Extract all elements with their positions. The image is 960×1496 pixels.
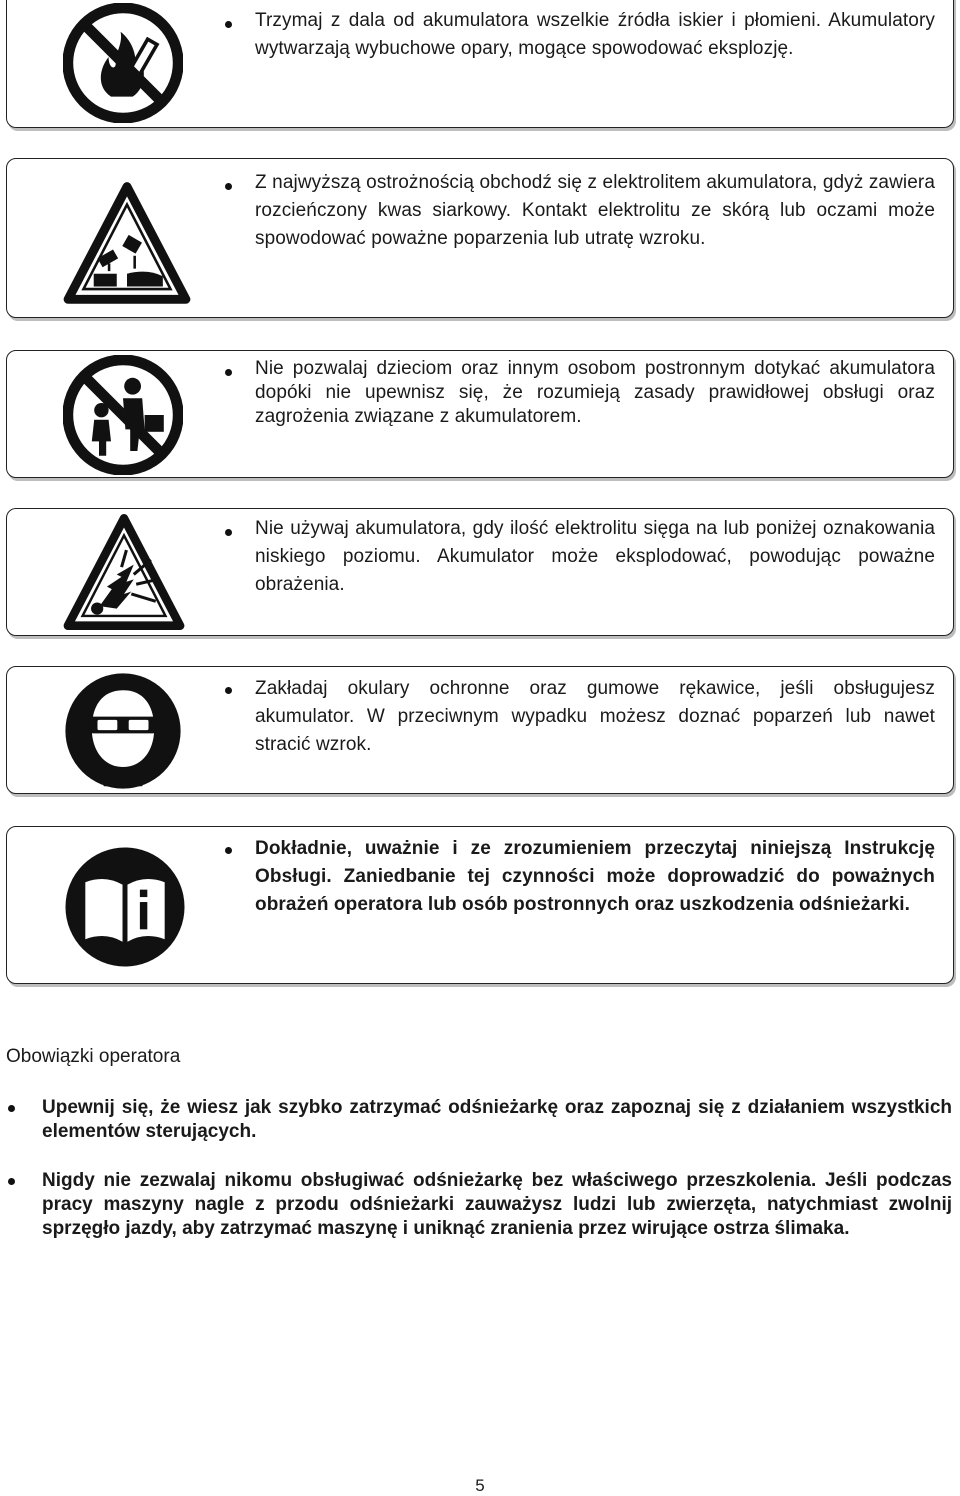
warning-text: Dokładnie, uważnie i ze zrozumieniem przeczytaj niniejszą Instrukcję Obsługi. Zaniedbanie tej czynności może doprowadzić do poważnych obrażeń operatora lub osób postronnych oraz uszkodzenia odśnieżarki. [255,838,935,915]
explosion-hazard-icon [63,511,185,633]
duty-item: Upewnij się, że wiesz jak szybko zatrzymać odśnieżarkę oraz zapoznaj się z działaniem wszystkich elementów sterujących. [42,1097,952,1142]
read-manual-icon [63,845,187,969]
list-bullet [225,21,232,28]
warning-box-children [6,350,954,478]
section-title: Obowiązki operatora [6,1046,181,1067]
warning-text: Z najwyższą ostrożnością obchodź się z elektrolitem akumulatora, gdyż zawiera rozcieńczony kwas siarkowy. Kontakt elektrolitu ze skórą lub oczami może spowodować poważne poparzenia lub utratę wzroku. [255,172,935,249]
list-bullet [225,529,232,536]
no-children-icon [63,355,183,475]
warning-box-protection [6,666,954,794]
warning-box-sparks [6,0,954,128]
list-bullet [225,369,232,376]
warning-text: Nie pozwalaj dzieciom oraz innym osobom postronnym dotykać akumulatora dopóki nie upewnisz się, że rozumieją zasady prawidłowej obsługi oraz zagrożenia związane z akumulatorem. [255,358,935,427]
corrosive-substance-icon [63,179,191,307]
warning-text: Zakładaj okulary ochronne oraz gumowe rękawice, jeśli obsługujesz akumulator. W przeciwnym wypadku możesz doznać poparzeń lub nawet stracić wzrok. [255,678,935,755]
warning-box-electrolyte [6,158,954,318]
list-bullet [225,687,232,694]
warning-box-manual [6,826,954,984]
wear-goggles-icon [63,671,183,791]
warning-text: Trzymaj z dala od akumulatora wszelkie źródła iskier i płomieni. Akumulatory wytwarzają wybuchowe opary, mogące spowodować eksplozję. [255,10,935,59]
warning-text: Nie używaj akumulatora, gdy ilość elektrolitu sięga na lub poniżej oznakowania niskiego poziomu. Akumulator może eksplodować, powodując poważne obrażenia. [255,518,935,595]
list-bullet [8,1178,15,1185]
page-number: 5 [475,1476,485,1495]
list-bullet [225,183,232,190]
list-bullet [8,1105,15,1112]
warning-box-explosion [6,508,954,636]
duty-item: Nigdy nie zezwalaj nikomu obsługiwać odśnieżarkę bez właściwego przeszkolenia. Jeśli podczas pracy maszyny nagle z przodu odśnieżarki zauważysz ludzi lub zwierzęta, natychmiast zwolnij sprzęgło jazdy, aby zatrzymać maszynę i uniknąć zranienia przez wirujące ostrza ślimaka. [42,1170,952,1239]
list-bullet [225,847,232,854]
no-open-flame-icon [63,3,183,123]
